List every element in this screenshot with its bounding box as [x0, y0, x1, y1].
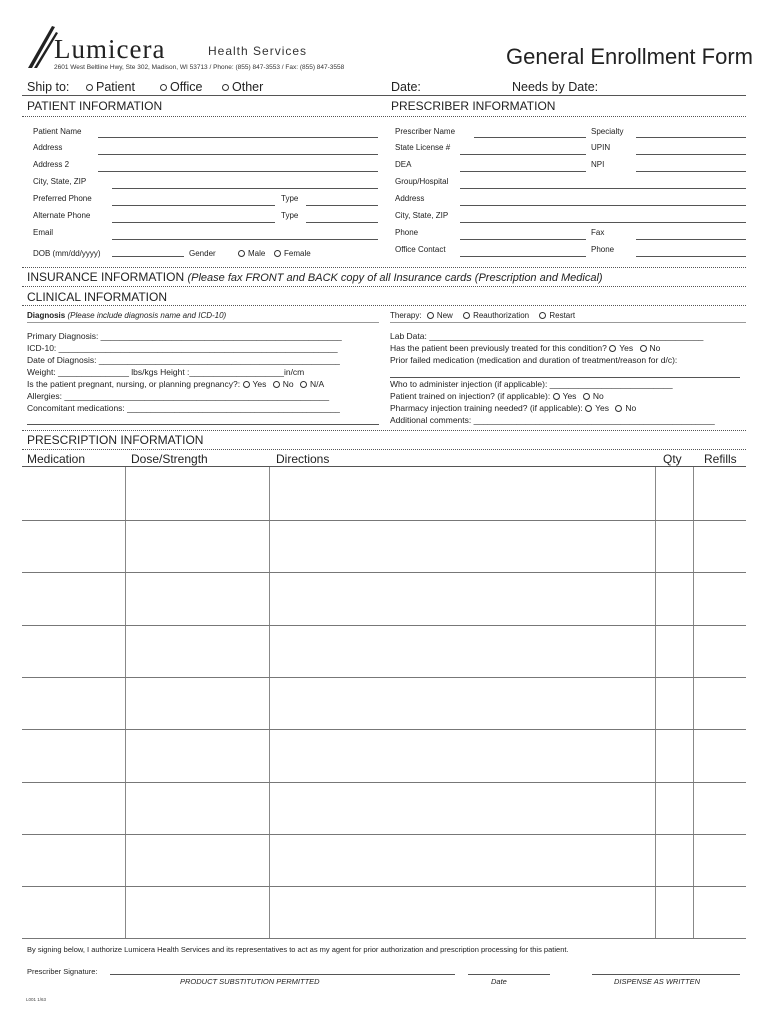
- table-row[interactable]: [22, 520, 746, 521]
- trained-no-option[interactable]: No: [583, 391, 604, 401]
- address2-label: Address 2: [33, 160, 70, 169]
- needs-by-date-label: Needs by Date:: [512, 80, 599, 94]
- dob-label: DOB (mm/dd/yyyy): [33, 249, 101, 258]
- insurance-heading: INSURANCE INFORMATION (Please fax FRONT and BACK copy of all Insurance cards (Prescription and Medical): [27, 270, 603, 284]
- prescriber-phone-label: Phone: [395, 228, 419, 237]
- date-label-footer: Date: [491, 977, 507, 986]
- pregnant-yes-option[interactable]: Yes: [243, 379, 267, 389]
- previously-treated-question: Has the patient been previously treated for this condition? Yes No: [390, 343, 661, 353]
- radio-icon[interactable]: [238, 250, 245, 257]
- therapy-group: Therapy: New Reauthorization Restart: [390, 311, 576, 320]
- radio-icon[interactable]: [86, 84, 93, 91]
- pharmacy-training-yes-option[interactable]: Yes: [585, 403, 609, 413]
- radio-icon[interactable]: [609, 345, 616, 352]
- trained-question: Patient trained on injection? (if applicable): Yes No: [390, 391, 604, 401]
- prescriber-phone-field[interactable]: [460, 239, 586, 240]
- icd10-field[interactable]: ICD-10: ___________________________________________________________: [27, 343, 338, 353]
- table-row[interactable]: [22, 782, 746, 783]
- email-label: Email: [33, 228, 54, 237]
- column-divider: [125, 467, 126, 939]
- dea-field[interactable]: [460, 171, 586, 172]
- city-state-zip-label: City, State, ZIP: [33, 177, 87, 186]
- address-field[interactable]: [98, 154, 378, 155]
- authorization-text: By signing below, I authorize Lumicera Health Services and its representatives to act as my agent for prior authorization and prescription processing for this patient.: [27, 945, 569, 954]
- column-divider: [269, 467, 270, 939]
- therapy-new-option[interactable]: New: [427, 311, 453, 320]
- date-of-diagnosis-field[interactable]: Date of Diagnosis: ___________________________________________________: [27, 355, 340, 365]
- radio-icon[interactable]: [539, 312, 546, 319]
- prescription-heading: PRESCRIPTION INFORMATION: [27, 433, 204, 447]
- specialty-field[interactable]: [636, 137, 746, 138]
- prescriber-address-label: Address: [395, 194, 425, 203]
- alternate-phone-type-label: Type: [281, 211, 299, 220]
- patient-name-field[interactable]: [98, 137, 378, 138]
- brand-subtitle: Health Services: [208, 44, 308, 58]
- diagnosis-label: Diagnosis (Please include diagnosis name and ICD-10): [27, 311, 227, 320]
- ship-option-other[interactable]: Other: [222, 80, 263, 94]
- alternate-phone-label: Alternate Phone: [33, 211, 91, 220]
- prev-treated-no-option[interactable]: No: [640, 343, 661, 353]
- group-hospital-field[interactable]: [460, 188, 746, 189]
- table-row[interactable]: [22, 938, 746, 939]
- prescriber-name-label: Prescriber Name: [395, 127, 456, 136]
- trained-yes-option[interactable]: Yes: [553, 391, 577, 401]
- prior-failed-label: Prior failed medication (medication and duration of treatment/reason for d/c):: [390, 355, 678, 365]
- ship-to-label: Ship to:: [27, 80, 70, 94]
- radio-icon[interactable]: [585, 405, 592, 412]
- weight-height-field[interactable]: Weight: _______________ lbs/kgs Height :____________________in/cm: [27, 367, 305, 377]
- col-dose-strength: Dose/Strength: [131, 452, 208, 466]
- gender-female-option[interactable]: Female: [274, 249, 311, 258]
- col-qty: Qty: [663, 452, 682, 466]
- gender-label: Gender: [189, 249, 216, 258]
- table-row[interactable]: [22, 729, 746, 730]
- signature-field[interactable]: [110, 974, 455, 975]
- lab-data-field[interactable]: Lab Data: __________________________________________________________: [390, 331, 704, 341]
- state-license-label: State License #: [395, 143, 451, 152]
- preferred-phone-label: Preferred Phone: [33, 194, 92, 203]
- alternate-phone-field[interactable]: [112, 222, 275, 223]
- who-administer-field[interactable]: Who to administer injection (if applicable): __________________________: [390, 379, 673, 389]
- prescriber-name-field[interactable]: [474, 137, 586, 138]
- office-contact-label: Office Contact: [395, 245, 446, 254]
- fax-field[interactable]: [636, 239, 746, 240]
- dispense-signature-field[interactable]: [592, 974, 740, 975]
- prescriber-address-field[interactable]: [460, 205, 746, 206]
- upin-field[interactable]: [636, 154, 746, 155]
- radio-icon[interactable]: [583, 393, 590, 400]
- table-row[interactable]: [22, 886, 746, 887]
- product-substitution-label: PRODUCT SUBSTITUTION PERMITTED: [180, 977, 320, 986]
- preferred-phone-type-field[interactable]: [306, 205, 378, 206]
- dea-label: DEA: [395, 160, 412, 169]
- alternate-phone-type-field[interactable]: [306, 222, 378, 223]
- state-license-field[interactable]: [460, 154, 586, 155]
- upin-label: UPIN: [591, 143, 611, 152]
- col-directions: Directions: [276, 452, 330, 466]
- radio-icon[interactable]: [273, 381, 280, 388]
- ship-option-office[interactable]: Office: [160, 80, 202, 94]
- radio-icon[interactable]: [615, 405, 622, 412]
- contact-phone-field[interactable]: [636, 256, 746, 257]
- clinical-heading: CLINICAL INFORMATION: [27, 290, 168, 304]
- radio-icon[interactable]: [243, 381, 250, 388]
- col-medication: Medication: [27, 452, 86, 466]
- radio-icon[interactable]: [427, 312, 434, 319]
- radio-icon[interactable]: [463, 312, 470, 319]
- patient-name-label: Patient Name: [33, 127, 82, 136]
- signature-date-field[interactable]: [468, 974, 550, 975]
- dispense-as-written-label: DISPENSE AS WRITTEN: [614, 977, 700, 986]
- radio-icon[interactable]: [160, 84, 167, 91]
- email-field[interactable]: [112, 239, 378, 240]
- allergies-field[interactable]: Allergies: ________________________________________________________: [27, 391, 330, 401]
- radio-icon[interactable]: [274, 250, 281, 257]
- fax-label: Fax: [591, 228, 605, 237]
- preferred-phone-field[interactable]: [112, 205, 275, 206]
- form-code: L001 1/63: [26, 997, 47, 1002]
- pregnancy-question: Is the patient pregnant, nursing, or planning pregnancy?: Yes No N/A: [27, 379, 325, 389]
- insurance-note: (Please fax FRONT and BACK copy of all Insurance cards (Prescription and Medical): [187, 272, 603, 284]
- address2-field[interactable]: [98, 171, 378, 172]
- pregnant-no-option[interactable]: No: [273, 379, 294, 389]
- col-refills: Refills: [704, 452, 737, 466]
- concomitant-medications-field[interactable]: Concomitant medications: _____________________________________________: [27, 403, 340, 413]
- npi-label: NPI: [591, 160, 605, 169]
- npi-field[interactable]: [636, 171, 746, 172]
- clinical-right-column: [390, 330, 746, 426]
- clinical-left-column: [27, 330, 379, 414]
- radio-icon[interactable]: [640, 345, 647, 352]
- company-address: 2601 West Beltline Hwy, Ste 302, Madison, WI 53713 / Phone: (855) 847-3553 / Fax: (855) 847-3558: [54, 64, 345, 71]
- prescriber-city-field[interactable]: [460, 222, 746, 223]
- radio-icon[interactable]: [300, 381, 307, 388]
- table-row[interactable]: [22, 834, 746, 835]
- contact-phone-label: Phone: [591, 245, 615, 254]
- date-label: Date:: [391, 80, 421, 94]
- therapy-reauth-option[interactable]: Reauthorization: [463, 311, 529, 320]
- city-state-zip-field[interactable]: [112, 188, 378, 189]
- office-contact-field[interactable]: [460, 256, 586, 257]
- gender-male-option[interactable]: Male: [238, 249, 265, 258]
- pregnant-na-option[interactable]: N/A: [300, 379, 324, 389]
- therapy-restart-option[interactable]: Restart: [539, 311, 575, 320]
- ship-option-patient[interactable]: Patient: [86, 80, 135, 94]
- additional-comments-field[interactable]: Additional comments: ___________________________________________________: [390, 415, 715, 425]
- preferred-phone-type-label: Type: [281, 194, 299, 203]
- address-label: Address: [33, 143, 63, 152]
- pharmacy-training-no-option[interactable]: No: [615, 403, 636, 413]
- specialty-label: Specialty: [591, 127, 624, 136]
- prior-failed-field[interactable]: [390, 366, 740, 378]
- patient-info-heading: PATIENT INFORMATION: [27, 99, 163, 113]
- brand-name: Lumicera: [54, 34, 166, 64]
- dob-field[interactable]: [112, 256, 184, 257]
- form-title: General Enrollment Form: [506, 44, 753, 69]
- table-row[interactable]: [22, 572, 746, 573]
- primary-diagnosis-field[interactable]: Primary Diagnosis: ___________________________________________________: [27, 331, 342, 341]
- group-hospital-label: Group/Hospital: [395, 177, 449, 186]
- column-divider: [655, 467, 656, 939]
- column-divider: [693, 467, 694, 939]
- prescriber-city-label: City, State, ZIP: [395, 211, 449, 220]
- prescriber-signature-label: Prescriber Signature:: [27, 967, 98, 976]
- table-row[interactable]: [22, 677, 746, 678]
- radio-icon[interactable]: [553, 393, 560, 400]
- prev-treated-yes-option[interactable]: Yes: [609, 343, 633, 353]
- pharmacy-training-question: Pharmacy injection training needed? (if applicable): Yes No: [390, 403, 637, 413]
- prescriber-info-heading: PRESCRIBER INFORMATION: [391, 99, 556, 113]
- radio-icon[interactable]: [222, 84, 229, 91]
- table-row[interactable]: [22, 625, 746, 626]
